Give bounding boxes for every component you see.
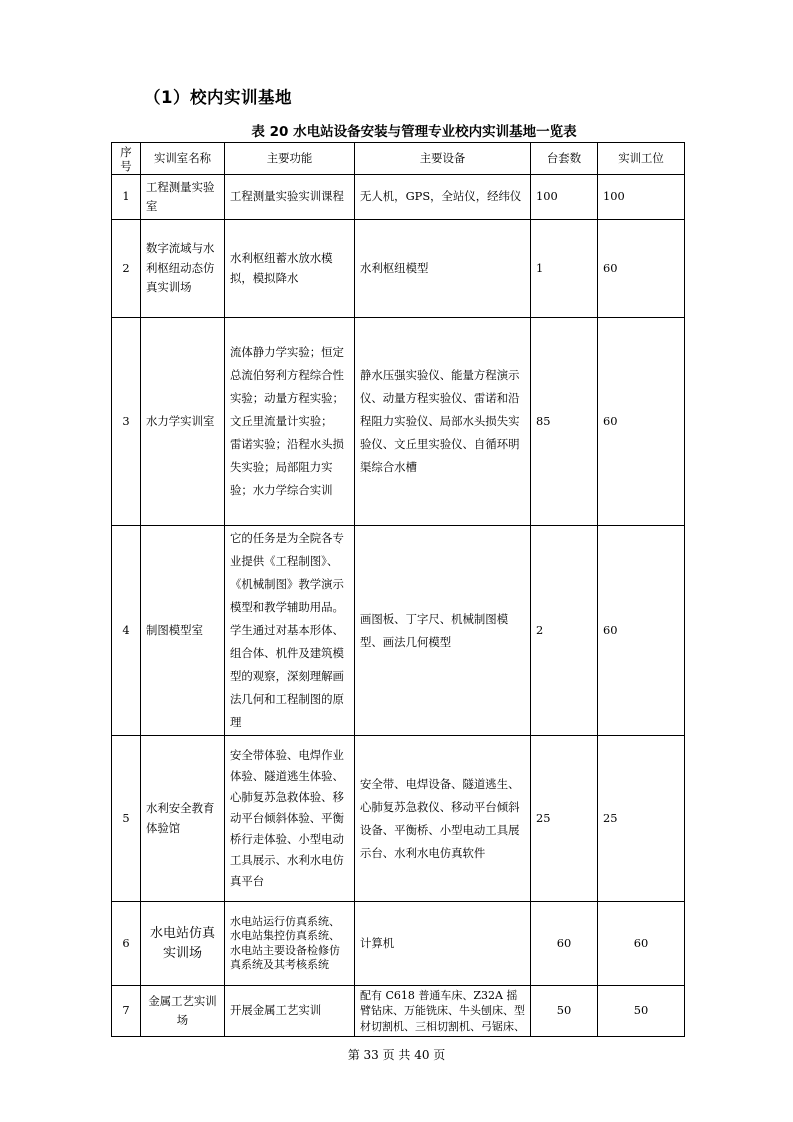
header-function: 主要功能 [225,143,355,175]
header-equipment: 主要设备 [355,143,531,175]
table-header-row [112,143,685,175]
training-base-table [111,142,685,1037]
table-caption: 表 20 水电站设备安装与管理专业校内实训基地一览表 [251,124,577,140]
header-stations: 实训工位 [598,143,685,175]
cell-function: 水利枢纽蓄水放水模拟，模拟降水 [225,220,355,318]
cell-equipment: 配有 C618 普通车床、Z32A 摇臂钻床、万能铣床、牛头刨床、型材切割机、三相切割机、弓锯床、 [355,986,531,1037]
cell-seq: 3 [112,318,141,526]
cell-room: 水电站仿真实训场 [141,902,225,986]
cell-room: 金属工艺实训场 [141,986,225,1037]
cell-equipment: 画图板、丁字尺、机械制图模型、画法几何模型 [355,526,531,736]
cell-stations: 100 [598,175,685,220]
table-row [112,986,685,1037]
header-sets: 台套数 [531,143,598,175]
table-row [112,736,685,902]
cell-room: 水利安全教育体验馆 [141,736,225,902]
cell-stations: 25 [598,736,685,902]
header-room: 实训室名称 [141,143,225,175]
cell-function: 水电站运行仿真系统、水电站集控仿真系统、水电站主要设备检修仿真系统及其考核系统 [225,902,355,986]
cell-seq: 5 [112,736,141,902]
cell-stations: 50 [598,986,685,1037]
cell-function: 安全带体验、电焊作业体验、隧道逃生体验、心肺复苏急救体验、移动平台倾斜体验、平衡桥行走体验、小型电动工具展示、水利水电仿真平台 [225,736,355,902]
cell-stations: 60 [598,220,685,318]
cell-room: 制图模型室 [141,526,225,736]
cell-function: 它的任务是为全院各专业提供《工程制图》、《机械制图》教学演示模型和教学辅助用品。学生通过对基本形体、组合体、机件及建筑模型的观察，深刻理解画法几何和工程制图的原理 [225,526,355,736]
cell-stations: 60 [598,902,685,986]
table-row [112,175,685,220]
cell-sets: 50 [531,986,598,1037]
cell-function: 开展金属工艺实训 [225,986,355,1037]
table-row [112,318,685,526]
cell-equipment: 静水压强实验仪、能量方程演示仪、动量方程实验仪、雷诺和沿程阻力实验仪、局部水头损失实验仪、文丘里实验仪、自循环明渠综合水槽 [355,318,531,526]
cell-sets: 1 [531,220,598,318]
cell-seq: 6 [112,902,141,986]
cell-function: 工程测量实验实训课程 [225,175,355,220]
table-row [112,526,685,736]
cell-seq: 1 [112,175,141,220]
cell-room: 水力学实训室 [141,318,225,526]
table-row [112,220,685,318]
cell-seq: 2 [112,220,141,318]
cell-sets: 60 [531,902,598,986]
cell-sets: 100 [531,175,598,220]
page-footer: 第 33 页 共 40 页 [347,1048,446,1062]
cell-sets: 25 [531,736,598,902]
cell-function: 流体静力学实验；恒定总流伯努利方程综合性实验；动量方程实验；文丘里流量计实验； 雷诺实验；沿程水头损失实验；局部阻力实验；水力学综合实训 [225,318,355,526]
table-row [112,902,685,986]
cell-sets: 2 [531,526,598,736]
cell-sets: 85 [531,318,598,526]
section-heading: （1）校内实训基地 [144,88,292,107]
cell-stations: 60 [598,526,685,736]
cell-room: 工程测量实验室 [141,175,225,220]
header-seq: 序号 [112,143,141,175]
cell-equipment: 水利枢纽模型 [355,220,531,318]
cell-equipment: 安全带、电焊设备、隧道逃生、心肺复苏急救仪、移动平台倾斜设备、平衡桥、小型电动工具展示台、水利水电仿真软件 [355,736,531,902]
cell-room: 数字流域与水利枢纽动态仿真实训场 [141,220,225,318]
cell-seq: 7 [112,986,141,1037]
cell-seq: 4 [112,526,141,736]
cell-stations: 60 [598,318,685,526]
cell-equipment: 计算机 [355,902,531,986]
cell-equipment: 无人机，GPS，全站仪，经纬仪 [355,175,531,220]
